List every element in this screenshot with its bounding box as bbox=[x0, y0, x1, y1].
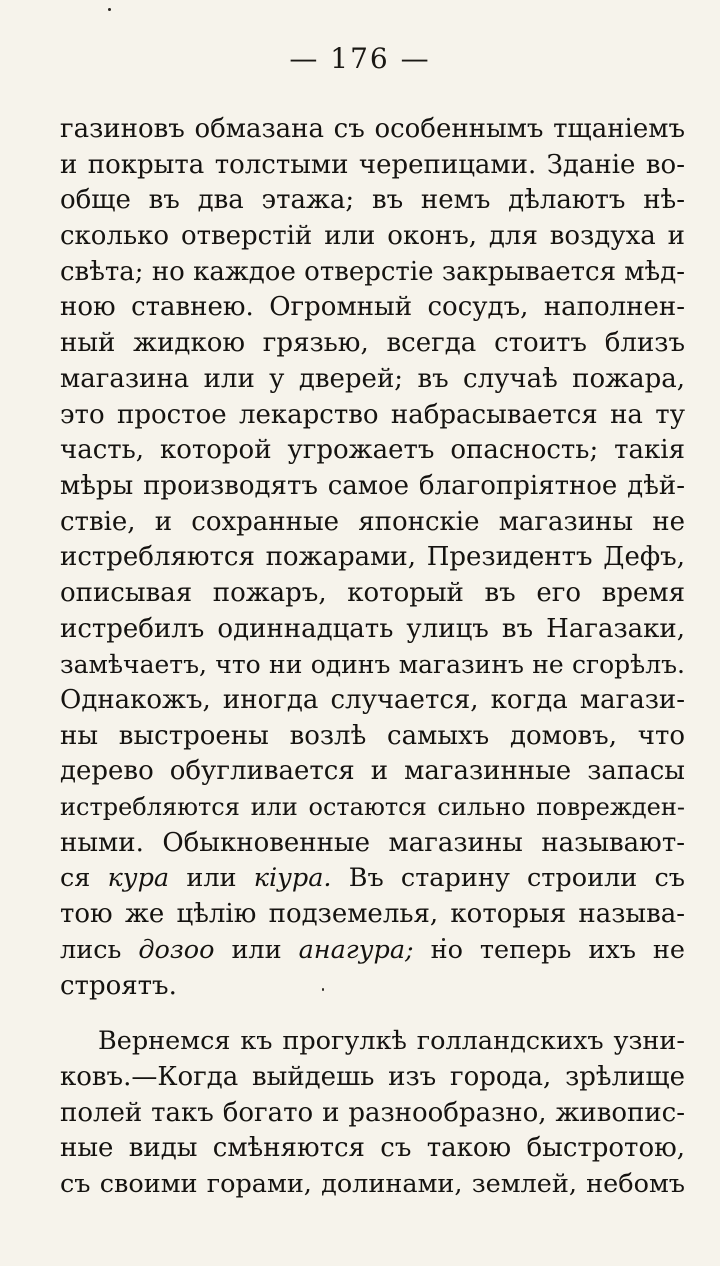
text-line: ными. Обыкновенные магазины называют- bbox=[60, 827, 685, 858]
text-line: обще въ два этажа; въ немъ дѣлаютъ нѣ- bbox=[60, 185, 685, 216]
text-line: мѣры производятъ самое благопріятное дѣй- bbox=[60, 470, 685, 501]
word: лись bbox=[60, 934, 122, 965]
text-line: и покрыта толстыми черепицами. Зданіе во- bbox=[60, 149, 685, 180]
italic-term-kiura: кіура. bbox=[253, 863, 332, 894]
text-line: это простое лекарство набрасывается на ту bbox=[60, 399, 685, 430]
text-line: Однакожъ, иногда случается, когда магази- bbox=[60, 685, 685, 715]
italic-term-anagura: анагура; bbox=[298, 934, 414, 965]
text-line: строятъ. bbox=[60, 970, 177, 1001]
phrase: Въ старину строили съ bbox=[348, 863, 685, 894]
text-line: съ своими горами, долинами, землей, небомъ bbox=[60, 1168, 685, 1199]
italic-term-dozoo: дозоо bbox=[138, 934, 215, 965]
text-line: газиновъ обмазана съ особеннымъ тщаніемъ bbox=[60, 114, 685, 144]
text-line: магазина или у дверей; въ случаѣ пожара, bbox=[60, 363, 685, 394]
paragraph-1 bbox=[60, 112, 685, 1004]
text-line: свѣта; но каждое отверстіе закрывается мѣд- bbox=[60, 256, 685, 287]
italic-term-kura: кура bbox=[107, 863, 170, 894]
word: или bbox=[231, 934, 282, 965]
body-text bbox=[60, 112, 685, 1203]
text-line: ны выстроены возлѣ самыхъ домовъ, что bbox=[60, 720, 685, 751]
text-line: ные виды смѣняются съ такою быстротою, bbox=[60, 1133, 685, 1164]
word: или bbox=[186, 863, 237, 894]
text-line: дерево обугливается и магазинные запасы bbox=[60, 756, 685, 787]
paragraph-gap bbox=[60, 1004, 685, 1024]
word: ся bbox=[60, 863, 91, 894]
text-line: замѣчаетъ, что ни одинъ магазинъ не сгорѣлъ. bbox=[60, 650, 685, 680]
text-line: часть, которой угрожаетъ опасность; такія bbox=[60, 435, 685, 466]
text-line: сколько отверстій или оконъ, для воздуха и bbox=[60, 221, 685, 252]
text-line: ною ставнею. Огромный сосудъ, наполнен- bbox=[60, 292, 685, 323]
text-line: истребилъ одиннадцать улицъ въ Нагазаки, bbox=[60, 613, 685, 644]
phrase: но теперь ихъ не bbox=[430, 934, 685, 965]
ink-speck bbox=[108, 8, 111, 11]
text-line-with-italics bbox=[60, 861, 685, 897]
text-line: полей такъ богато и разнообразно, живопис- bbox=[60, 1097, 685, 1128]
text-line: тою же цѣлію подземелья, которыя называ- bbox=[60, 899, 685, 930]
text-line: описывая пожаръ, который въ его время bbox=[60, 577, 685, 608]
paragraph-2 bbox=[60, 1024, 685, 1202]
text-line: ковъ.—Когда выйдешь изъ города, зрѣлище bbox=[60, 1061, 685, 1092]
page-number: — 176 — bbox=[289, 42, 431, 75]
text-line: истребляются пожарами, Президентъ Дефъ, bbox=[60, 542, 685, 573]
text-line: истребляются или остаются сильно поврежден- bbox=[60, 793, 685, 822]
text-line: ствіе, и сохранные японскіе магазины не bbox=[60, 506, 685, 537]
text-line: ный жидкою грязью, всегда стоитъ близъ bbox=[60, 328, 685, 359]
text-line: Вернемся къ прогулкѣ голландскихъ узни- bbox=[98, 1026, 685, 1057]
text-line-with-italics bbox=[60, 933, 685, 969]
